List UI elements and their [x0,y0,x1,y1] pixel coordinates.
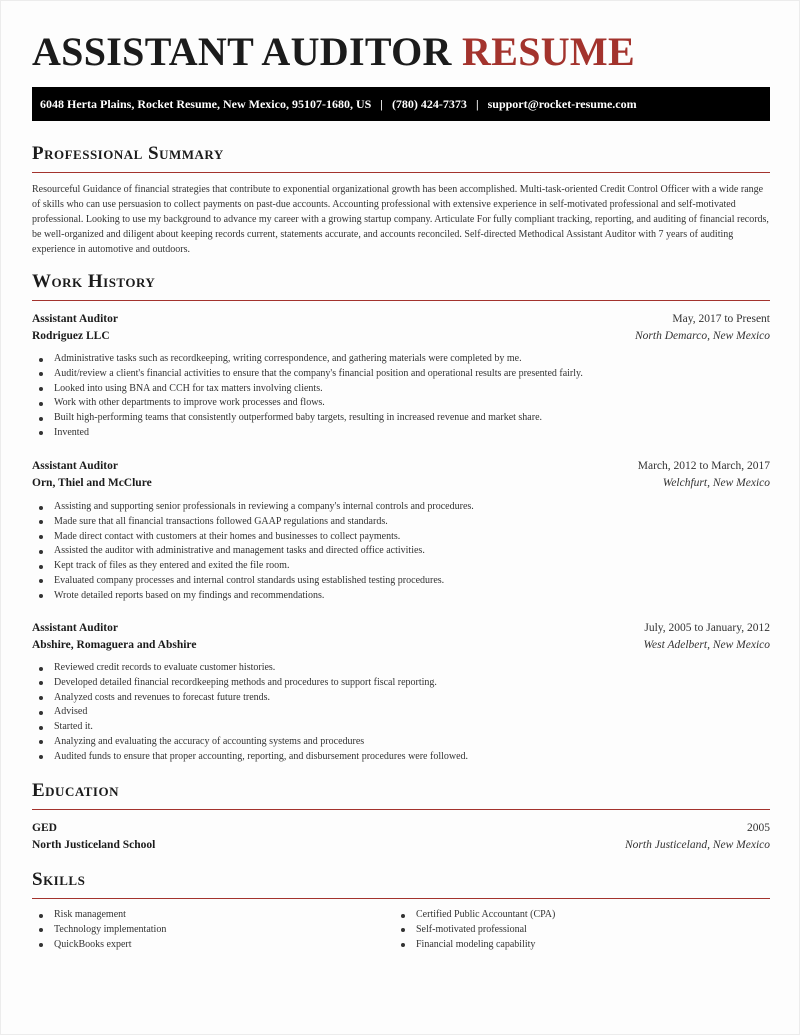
title-accent: RESUME [462,29,635,74]
job-duties-list [54,661,774,765]
job-title: Assistant Auditor [32,313,118,325]
education-degree: GED [32,822,57,834]
skill-item: Certified Public Accountant (CPA) [416,908,756,923]
skills-list-right [416,908,756,952]
list-item: Made direct contact with customers at their homes and businesses to collect payments. [54,530,774,545]
contact-phone: (780) 424-7373 [391,97,467,111]
job-dates: May, 2017 to Present [672,313,770,325]
job-title-row [32,311,770,327]
list-item: Evaluated company processes and internal control standards using established testing procedures. [54,574,774,589]
list-item: Looked into using BNA and CCH for tax matters involving clients. [54,382,774,397]
job-duties-list [54,352,774,441]
skill-item: QuickBooks expert [54,938,394,953]
contact-separator: | [475,97,479,111]
education-heading: Education [32,780,119,801]
summary-text: Resourceful Guidance of financial strategies that contribute to exponential organizational growth has been accomplished. Multi-task-oriented Credit Control Officer with a wide range of skills who can use persuasion to collect payments on past-due accounts. Accounting professional with extensive experience in self-motivated professional and self-motivated professional. Looking to use my background to advance my career with a growing startup company. Articulate For fully compliant tracking, reporting, and auditing of financial records, be well-organized and diligent about keeping records current, statements accurate, and accounts reconciled. Self-directed Methodical Assistant Auditor with 7 years of auditing experience in automotive and outdoors. [32,184,769,255]
skills-heading: Skills [32,869,86,890]
job-company: Orn, Thiel and McClure [32,477,152,489]
contact-email: support@rocket-resume.com [487,97,637,111]
education-year: 2005 [747,822,770,834]
list-item: Analyzing and evaluating the accuracy of accounting systems and procedures [54,735,774,750]
summary-section-heading [32,142,770,173]
job-location: West Adelbert, New Mexico [643,639,770,651]
skill-item: Financial modeling capability [416,938,756,953]
job-company: Rodriguez LLC [32,330,110,342]
contact-address: 6048 Herta Plains, Rocket Resume, New Mexico, 95107-1680, US [40,97,372,111]
skill-item: Self-motivated professional [416,923,756,938]
list-item: Audited funds to ensure that proper accounting, reporting, and disbursement procedures were followed. [54,750,774,765]
title-main: ASSISTANT AUDITOR [32,29,452,74]
list-item: Assisted the auditor with administrative and management tasks and directed office activities. [54,544,774,559]
job-title-row [32,620,770,636]
job-title: Assistant Auditor [32,622,118,634]
skill-item: Technology implementation [54,923,394,938]
list-item: Invented [54,426,774,441]
job-title: Assistant Auditor [32,460,118,472]
job-duties-list [54,500,774,604]
education-degree-row [32,820,770,836]
list-item: Started it. [54,720,774,735]
job-title-row [32,458,770,474]
job-company-row [32,475,770,491]
list-item: Reviewed credit records to evaluate customer histories. [54,661,774,676]
list-item: Built high-performing teams that consistently outperformed baby targets, resulting in increased revenue and market share. [54,411,774,426]
job-dates: July, 2005 to January, 2012 [644,622,770,634]
skill-item: Risk management [54,908,394,923]
job-company-row [32,637,770,653]
education-school: North Justiceland School [32,839,156,851]
work-section-heading [32,270,770,301]
contact-bar [32,87,770,121]
job-location: North Demarco, New Mexico [635,330,770,342]
list-item: Wrote detailed reports based on my findings and recommendations. [54,589,774,604]
list-item: Administrative tasks such as recordkeeping, writing correspondence, and gathering materials were completed by me. [54,352,774,367]
education-school-row [32,837,770,853]
job-location: Welchfurt, New Mexico [662,477,770,489]
list-item: Kept track of files as they entered and exited the file room. [54,559,774,574]
skills-list-left [54,908,394,952]
list-item: Audit/review a client's financial activities to ensure that the company's financial position and operational results are presented fairly. [54,367,774,382]
job-dates: March, 2012 to March, 2017 [637,460,770,472]
list-item: Analyzed costs and revenues to forecast future trends. [54,691,774,706]
list-item: Made sure that all financial transactions followed GAAP regulations and standards. [54,515,774,530]
work-heading: Work History [32,271,156,292]
job-company: Abshire, Romaguera and Abshire [32,639,197,651]
job-company-row [32,328,770,344]
education-section-heading [32,779,770,810]
list-item: Assisting and supporting senior professionals in reviewing a company's internal controls and procedures. [54,500,774,515]
summary-heading: Professional Summary [32,143,224,164]
list-item: Advised [54,705,774,720]
contact-separator: | [380,97,383,111]
skills-section-heading [32,868,770,899]
education-location: North Justiceland, New Mexico [625,839,770,851]
resume-title [32,29,635,75]
list-item: Work with other departments to improve work processes and flows. [54,396,774,411]
list-item: Developed detailed financial recordkeeping methods and procedures to support fiscal reporting. [54,676,774,691]
